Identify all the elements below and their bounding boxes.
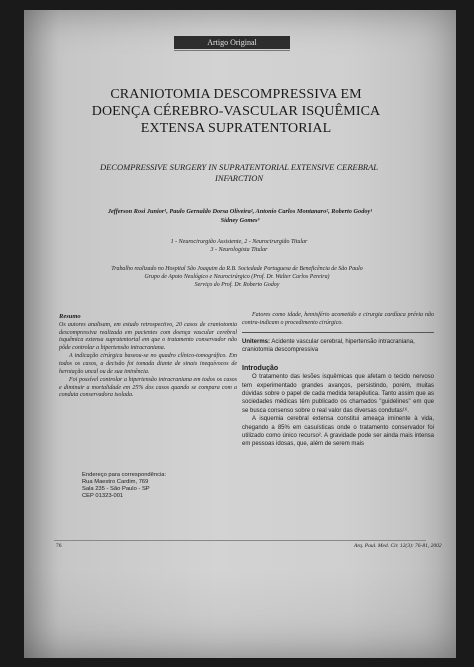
page-number: 76 — [56, 543, 62, 549]
affiliation-line: 3 - Neurologista Titular — [210, 247, 268, 253]
section-tag: Artigo Original — [174, 36, 290, 49]
section-tag-rule — [174, 50, 290, 51]
subtitle-line: DECOMPRESSIVE SURGERY IN SUPRATENTORIAL EXTENSIVE CEREBRAL — [99, 162, 379, 172]
authors-line: Jefferson Rosi Junior¹, Paulo Gernaldo Dorsa Oliveira², Antonio Carlos Montanaro², Roberto Godoy¹ — [107, 208, 373, 215]
institution-line: Trabalho realizado no Hospital São Joaquim da R.B. Sociedade Portuguesa de Beneficência de São Paulo — [111, 266, 363, 272]
keywords-label: Uniterms: — [242, 339, 271, 346]
contact-line: Sala 235 - São Paulo - SP — [82, 486, 150, 492]
abstract-paragraph: A indicação cirúrgica baseou-se no quadro clínico-tomográfico. Em todos os casos, a decisão foi tomada diante de sinais inequívocos de herniação uncal ou de sua iminência. — [59, 353, 237, 375]
institution-note — [60, 265, 414, 289]
abstract-column — [59, 312, 237, 401]
footer-rule — [54, 540, 426, 541]
affiliation-line: 1 - Neurocirurgião Assistente, 2 - Neurocirurgião Titular — [170, 239, 308, 245]
abstract-paragraph: Foi possível controlar a hipertensão intracraniana em todos os casos e diminuir a mortalidade em 25% dos casos quando se compara com a conduta conservadora isolada. — [59, 377, 237, 399]
correspondence-address — [82, 472, 232, 500]
abstract-paragraph: Os autores analisam, em estudo retrospectivo, 20 casos de craniotomia descompressiva realizada em pacientes com doença vascular cerebral isquêmica extensa supratentorial em que o tratamento conservador não pôde controlar a hipertensão intracraniana. — [59, 322, 237, 351]
author-list — [44, 207, 436, 225]
affiliations — [84, 238, 394, 254]
divider — [242, 332, 434, 333]
page-shadow — [24, 570, 456, 658]
contact-line: CEP 01323-001 — [82, 493, 124, 499]
english-title — [64, 162, 414, 184]
introduction-paragraph: O tratamento das lesões isquêmicas que afetam o tecido nervoso tem experimentado grandes avanços, persistindo, porém, muitas dúvidas sobre o papel de cada medida terapêutica. Tanto assim que as sociedades médicas têm publicado os chamados "guidelines" em que se busca consenso sobre o real valor das diversas condutas¹⁶. — [242, 374, 434, 414]
right-column — [242, 312, 434, 449]
introduction-heading: Introdução — [242, 365, 279, 373]
journal-citation: Arq. Paul. Med. Cir. 12(3): 76-81, 2002 — [354, 543, 442, 549]
contact-line: Rua Maestro Cardim, 769 — [82, 479, 149, 485]
authors-line: Sidney Gomes³ — [220, 217, 260, 224]
title-line: EXTENSA SUPRATENTORIAL — [140, 121, 332, 136]
subtitle-line: INFARCTION — [214, 173, 264, 183]
abstract-heading: Resumo — [59, 313, 81, 320]
title-line: CRANIOTOMIA DESCOMPRESSIVA EM — [110, 87, 362, 102]
journal-page — [24, 10, 456, 658]
keywords — [242, 338, 434, 354]
introduction-paragraph: A isquemia cerebral extensa constitui ameaça iminente à vida, chegando a 85% em casuísticas onde o tratamento conservador foi utilizado como único recurso². A gravidade pode ser ainda mais intensa em pessoas idosas, que, além de serem mais — [242, 416, 434, 448]
institution-line: Grupo de Apoio Neulógico e Neurocirúrgico (Prof. Dr. Walter Carlos Pereira) — [144, 274, 330, 280]
article-title — [64, 86, 408, 137]
abstract-continuation: Fatores como idade, hemisfério acometido e cirurgia cardíaca prévia não contra-indicam o procedimento cirúrgico. — [242, 312, 434, 326]
institution-line: Serviço do Prof. Dr. Roberto Godoy — [194, 282, 280, 288]
title-line: DOENÇA CÉREBRO-VASCULAR ISQUÊMICA — [91, 104, 381, 119]
abstract-body — [59, 322, 237, 400]
contact-line: Endereço para correspondência: — [82, 472, 167, 478]
keywords-text: Acidente vascular cerebral, hipertensão intracraniana, craniotomia descompressiva — [242, 339, 415, 354]
